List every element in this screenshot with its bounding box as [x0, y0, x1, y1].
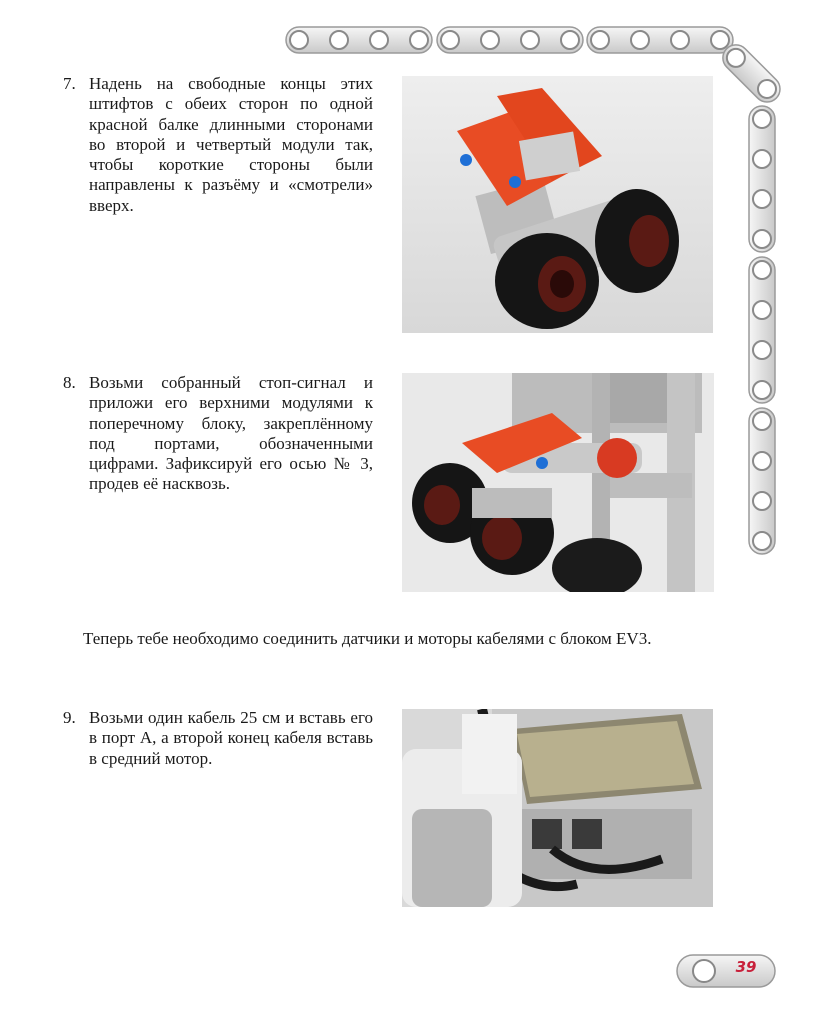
- photo-step-7: [402, 76, 713, 333]
- beam-hole: [591, 31, 609, 49]
- beam-hole: [753, 110, 771, 128]
- beam-hole: [753, 452, 771, 470]
- lego-stop-signal-photo: [402, 373, 714, 592]
- step-9: [63, 708, 373, 778]
- beam-hole: [370, 31, 388, 49]
- badge-hole: [693, 960, 715, 982]
- corner-beam: [717, 39, 785, 107]
- beam-hole: [753, 381, 771, 399]
- beam-hole: [410, 31, 428, 49]
- beam-hole: [753, 412, 771, 430]
- beam-hole: [753, 190, 771, 208]
- beam-hole: [753, 492, 771, 510]
- step-text: Надень на свободные концы этих штифтов с обеих сторон по одной красной балке длинными сторонами во второй и четвертый модули так, чтобы короткие стороны были направлены к разъёму и «смотрели» вверх.: [89, 74, 373, 215]
- page-number: 39: [735, 958, 757, 976]
- step-8: [63, 373, 373, 493]
- step-text: Возьми один кабель 25 см и вставь его в порт A, а второй конец кабеля вставь в средний мотор.: [89, 708, 373, 768]
- beam-hole: [753, 150, 771, 168]
- beam-hole: [753, 230, 771, 248]
- beam-hole: [753, 301, 771, 319]
- step-number: 7.: [63, 74, 76, 93]
- beam-hole: [330, 31, 348, 49]
- beam-hole: [521, 31, 539, 49]
- beam-hole: [753, 532, 771, 550]
- beam-hole: [481, 31, 499, 49]
- beam-hole: [631, 31, 649, 49]
- lego-cable-photo: [402, 709, 713, 907]
- beam-hole: [561, 31, 579, 49]
- intro-paragraph: Теперь тебе необходимо соединить датчики и моторы кабелями с блоком EV3.: [83, 629, 652, 648]
- lego-bumper-photo: [402, 76, 713, 333]
- beam-hole: [671, 31, 689, 49]
- step-number: 9.: [63, 708, 76, 727]
- beam-hole: [441, 31, 459, 49]
- photo-step-9: [402, 709, 713, 907]
- beam-hole: [753, 261, 771, 279]
- beam-hole: [711, 31, 729, 49]
- step-number: 8.: [63, 373, 76, 392]
- photo-step-8: [402, 373, 714, 592]
- beam-hole: [753, 341, 771, 359]
- right-beams: [749, 106, 775, 554]
- beam: [717, 39, 785, 107]
- beam-hole: [290, 31, 308, 49]
- step-text: Возьми собранный стоп-сигнал и приложи его верхними модулями к поперечному блоку, закреплённому под портами, обозначенными цифрами. Зафиксируй его осью № 3, продев её насквозь.: [89, 373, 373, 494]
- step-7: [63, 74, 373, 214]
